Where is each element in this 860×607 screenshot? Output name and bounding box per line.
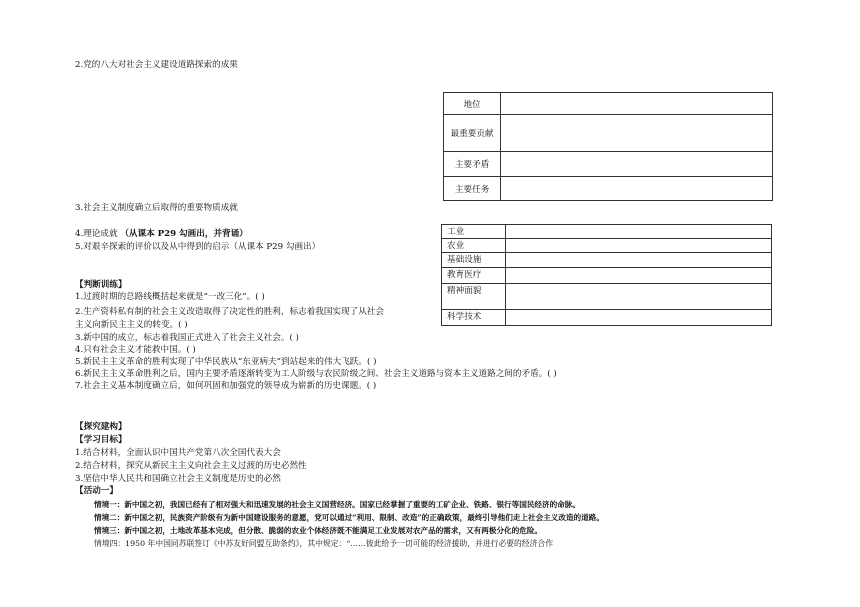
- row-value-industry[interactable]: [506, 225, 772, 239]
- row-value-spirit[interactable]: [506, 284, 772, 310]
- row-label-contribution: 最重要贡献: [444, 115, 501, 152]
- item4-line: [75, 229, 248, 240]
- row-label-spirit: 精神面貌: [442, 284, 506, 310]
- row-label-science: 科学技术: [442, 310, 506, 326]
- row-value-contribution[interactable]: [501, 115, 773, 152]
- activity-heading: 【活动一】: [75, 486, 118, 496]
- row-value-infrastructure[interactable]: [506, 253, 772, 268]
- explore-heading: 【探究建构】: [75, 422, 127, 432]
- item5-line: 5.对艰辛探索的评价以及从中得到的启示（从课本 P29 勾画出）: [75, 242, 321, 252]
- situation-item: 情境一：新中国之初，我国已经有了相对强大和迅速发展的社会主义国营经济。国家已经掌握了重要的工矿企业、铁路、银行等国民经济的命脉。: [94, 500, 580, 509]
- row-label-contradiction: 主要矛盾: [444, 152, 501, 177]
- judge-heading: 【判断训练】: [75, 280, 127, 290]
- judge-item: 2.生产资料私有制的社会主义改造取得了决定性的胜利，标志着我国实现了从社会: [75, 307, 384, 317]
- judge-item: 6.新民主主义革命胜利之后，国内主要矛盾逐渐转变为工人阶级与农民阶级之间、社会主义道路与资本主义道路之间的矛盾。( ): [75, 369, 557, 379]
- goal-item: 3.坚信中华人民共和国确立社会主义制度是历史的必然: [75, 474, 281, 484]
- judge-item: 7.社会主义基本制度确立后，如何巩固和加强党的领导成为崭新的历史课题。( ): [75, 381, 377, 391]
- judge-item: 3.新中国的成立，标志着我国正式进入了社会主义社会。( ): [75, 333, 299, 343]
- row-value-agriculture[interactable]: [506, 239, 772, 253]
- section2-title: 2.党的八大对社会主义建设道路探索的成果: [75, 60, 238, 70]
- situation-item: 情境四：1950 年中国同苏联签订《中苏友好同盟互助条约》，其中规定：“……彼此给予一切可能的经济援助，并进行必要的经济合作: [94, 539, 554, 548]
- item4-text: 4.理论成就: [75, 229, 118, 239]
- achievement-table: [441, 224, 772, 326]
- goal-item: 1.结合材料，全面认识中国共产党第八次全国代表大会: [75, 448, 281, 458]
- row-label-task: 主要任务: [444, 177, 501, 201]
- row-label-education: 教育医疗: [442, 268, 506, 284]
- goals-heading: 【学习目标】: [75, 435, 127, 445]
- judge-item: 5.新民主主义革命的胜利实现了中华民族从“东亚病夫”到站起来的伟大飞跃。( ): [75, 357, 377, 367]
- row-label-infrastructure: 基础设施: [442, 253, 506, 268]
- row-value-task[interactable]: [501, 177, 773, 201]
- item4-bold-note: （从课本 P29 勾画出，并背诵）: [120, 229, 248, 239]
- judge-item: 1.过渡时期的总路线概括起来就是“一改三化”。( ): [75, 292, 265, 302]
- ba-da-table: [443, 92, 773, 201]
- row-value-education[interactable]: [506, 268, 772, 284]
- goal-item: 2.结合材料，探究从新民主主义向社会主义过渡的历史必然性: [75, 461, 307, 471]
- row-value-status[interactable]: [501, 93, 773, 115]
- row-value-science[interactable]: [506, 310, 772, 326]
- situation-item: 情境三：新中国之初，土地改革基本完成，但分散、脆弱的农业个体经济既不能满足工业发展对农产品的需求，又有两极分化的危险。: [94, 526, 543, 535]
- row-label-status: 地位: [444, 93, 501, 115]
- row-value-contradiction[interactable]: [501, 152, 773, 177]
- row-label-industry: 工业: [442, 225, 506, 239]
- section3-title: 3.社会主义制度确立后取得的重要物质成就: [75, 203, 238, 213]
- judge-item: 4.只有社会主义才能救中国。( ): [75, 345, 196, 355]
- judge-item: 主义向新民主主义的转变。( ): [75, 320, 188, 330]
- row-label-agriculture: 农业: [442, 239, 506, 253]
- situation-item: 情境二：新中国之初，民族资产阶级有为新中国建设服务的意愿，党可以通过“利用、限制、改造”的正确政策，最终引导他们走上社会主义改造的道路。: [94, 513, 604, 522]
